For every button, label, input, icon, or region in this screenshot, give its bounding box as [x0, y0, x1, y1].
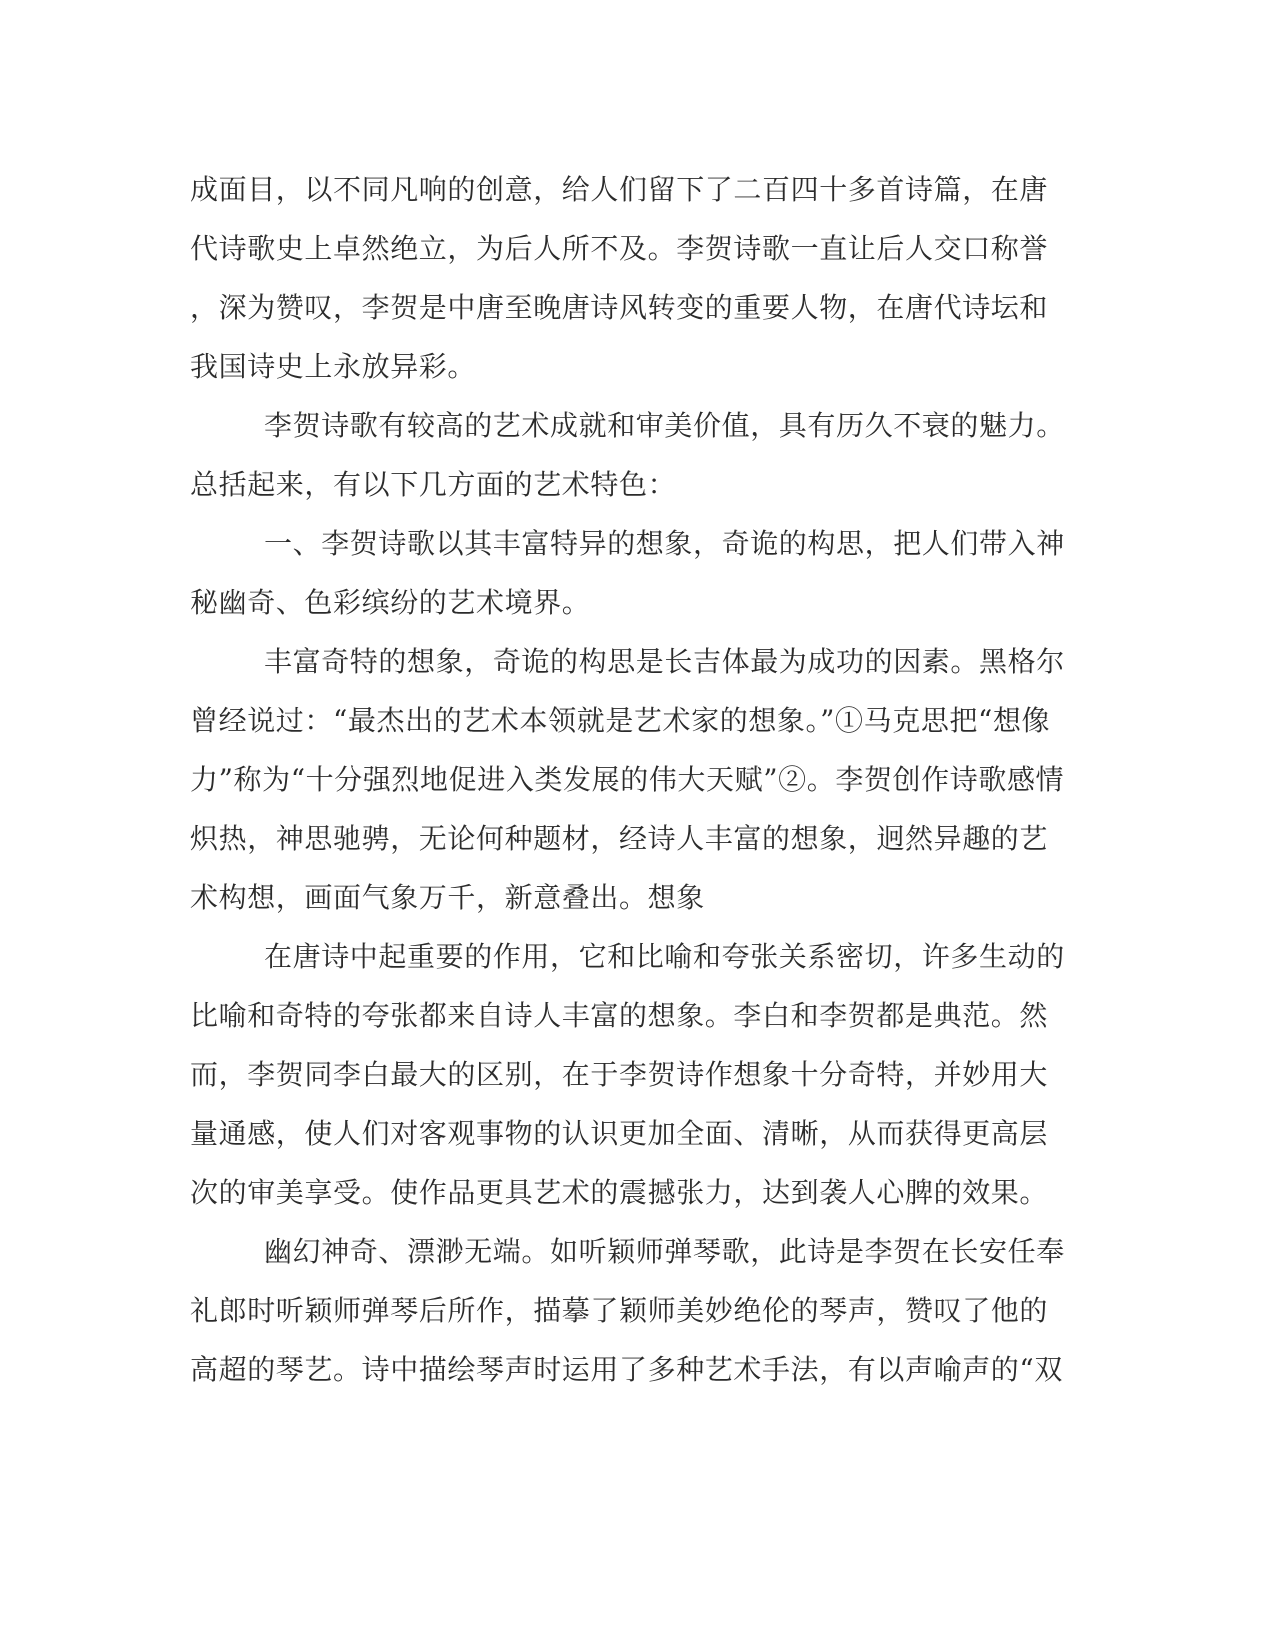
text-line: ，深为赞叹，李贺是中唐至晚唐诗风转变的重要人物，在唐代诗坛和 [190, 291, 1049, 324]
section-heading-line: 秘幽奇、色彩缤纷的艺术境界。 [190, 586, 591, 619]
body-text [190, 160, 1080, 1399]
section-heading-line: 一、李贺诗歌以其丰富特异的想象，奇诡的构思，把人们带入神 [264, 527, 1065, 560]
text-line: 而，李贺同李白最大的区别，在于李贺诗作想象十分奇特，并妙用大 [190, 1058, 1049, 1091]
text-line: 代诗歌史上卓然绝立，为后人所不及。李贺诗歌一直让后人交口称誉 [190, 232, 1049, 265]
text-line: 曾经说过：“最杰出的艺术本领就是艺术家的想象。”①马克思把“想像 [190, 704, 1051, 737]
text-line: 成面目，以不同凡响的创意，给人们留下了二百四十多首诗篇，在唐 [190, 173, 1049, 206]
text-line: 炽热，神思驰骋，无论何种题材，经诗人丰富的想象，迥然异趣的艺 [190, 822, 1049, 855]
paragraph-first-line: 李贺诗歌有较高的艺术成就和审美价值，具有历久不衰的魅力。 [264, 409, 1065, 442]
text-line: 量通感，使人们对客观事物的认识更加全面、清晰，从而获得更高层 [190, 1117, 1049, 1150]
text-line: 术构想，画面气象万千，新意叠出。想象 [190, 881, 705, 914]
text-line: 总括起来，有以下几方面的艺术特色： [190, 468, 677, 501]
text-line: 力”称为“十分强烈地促进入类发展的伟大天赋”②。李贺创作诗歌感情 [190, 763, 1065, 796]
text-line: 比喻和奇特的夸张都来自诗人丰富的想象。李白和李贺都是典范。然 [190, 999, 1049, 1032]
paragraph-first-line: 丰富奇特的想象，奇诡的构思是长吉体最为成功的因素。黑格尔 [264, 645, 1065, 678]
text-line: 高超的琴艺。诗中描绘琴声时运用了多种艺术手法，有以声喻声的“双 [190, 1353, 1063, 1386]
text-line: 我国诗史上永放异彩。 [190, 350, 477, 383]
text-line: 次的审美享受。使作品更具艺术的震撼张力，达到袭人心脾的效果。 [190, 1176, 1049, 1209]
paragraph-first-line: 幽幻神奇、漂渺无端。如听颖师弹琴歌，此诗是李贺在长安任奉 [264, 1235, 1065, 1268]
paragraph-first-line: 在唐诗中起重要的作用，它和比喻和夸张关系密切，许多生动的 [264, 940, 1065, 973]
text-line: 礼郎时听颖师弹琴后所作，描摹了颖师美妙绝伦的琴声，赞叹了他的 [190, 1294, 1049, 1327]
